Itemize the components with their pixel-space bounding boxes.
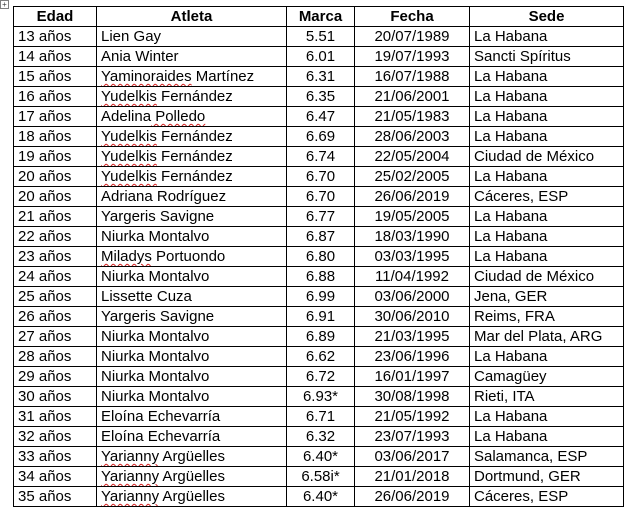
cell-atleta[interactable] <box>97 187 287 207</box>
athlete-last-name: Fernández <box>156 148 233 165</box>
table-row <box>14 87 624 107</box>
cell-fecha[interactable]: 21/05/1992 <box>355 407 470 427</box>
cell-fecha[interactable]: 21/05/1983 <box>355 107 470 127</box>
athlete-last-name: Montalvo <box>144 328 210 345</box>
cell-atleta[interactable] <box>97 447 287 467</box>
cell-marca[interactable]: 6.91 <box>287 307 355 327</box>
header-marca: Marca <box>287 7 355 27</box>
cell-sede[interactable]: Dortmund, GER <box>470 467 624 487</box>
cell-fecha[interactable]: 11/04/1992 <box>355 267 470 287</box>
table-row <box>14 407 624 427</box>
athlete-first-name: Yudelkis <box>101 88 157 105</box>
cell-sede[interactable]: La Habana <box>470 67 624 87</box>
athlete-first-name: Yarianny <box>101 488 160 505</box>
cell-sede[interactable]: Cáceres, ESP <box>470 487 624 507</box>
cell-marca[interactable]: 6.40* <box>287 447 355 467</box>
cell-sede[interactable]: Reims, FRA <box>470 307 624 327</box>
cell-edad[interactable]: 24 años <box>14 267 97 287</box>
cell-atleta[interactable] <box>97 467 287 487</box>
header-row <box>14 7 624 27</box>
cell-fecha[interactable]: 19/07/1993 <box>355 47 470 67</box>
cell-edad[interactable]: 33 años <box>14 447 97 467</box>
cell-sede[interactable]: La Habana <box>470 227 624 247</box>
cell-fecha[interactable]: 30/08/1998 <box>355 387 470 407</box>
cell-atleta[interactable] <box>97 487 287 507</box>
cell-marca[interactable]: 5.51 <box>287 27 355 47</box>
athlete-first-name: Miladys <box>101 248 152 265</box>
cell-edad[interactable]: 23 años <box>14 247 97 267</box>
athlete-last-name: Polledo <box>151 108 206 125</box>
cell-marca[interactable]: 6.47 <box>287 107 355 127</box>
athlete-first-name: Adelina <box>101 108 152 125</box>
cell-atleta[interactable] <box>97 267 287 287</box>
athlete-last-name: Montalvo <box>144 228 210 245</box>
athlete-last-name: Montalvo <box>144 268 210 285</box>
cell-atleta[interactable] <box>97 247 287 267</box>
table-row <box>14 27 624 47</box>
athlete-last-name: Fernández <box>156 128 233 145</box>
cell-atleta[interactable] <box>97 147 287 167</box>
cell-fecha[interactable]: 26/06/2019 <box>355 487 470 507</box>
athlete-first-name: Yargeris <box>101 208 156 225</box>
cell-sede[interactable]: La Habana <box>470 167 624 187</box>
athlete-last-name: Winter <box>131 48 179 65</box>
athlete-last-name: Martínez <box>191 68 255 85</box>
cell-marca[interactable]: 6.80 <box>287 247 355 267</box>
table-row <box>14 127 624 147</box>
athlete-last-name: Montalvo <box>144 368 210 385</box>
cell-edad[interactable]: 34 años <box>14 467 97 487</box>
cell-marca[interactable]: 6.31 <box>287 67 355 87</box>
table-row <box>14 347 624 367</box>
cell-marca[interactable]: 6.87 <box>287 227 355 247</box>
header-edad: Edad <box>14 7 97 27</box>
cell-sede[interactable]: La Habana <box>470 347 624 367</box>
cell-atleta[interactable] <box>97 347 287 367</box>
cell-sede[interactable]: La Habana <box>470 107 624 127</box>
athlete-last-name: Rodríguez <box>152 188 227 205</box>
cell-marca[interactable]: 6.62 <box>287 347 355 367</box>
athlete-first-name: Yudelkis <box>101 168 157 185</box>
cell-edad[interactable]: 22 años <box>14 227 97 247</box>
athlete-first-name: Eloína <box>101 408 144 425</box>
athlete-first-name: Niurka <box>101 388 145 405</box>
cell-edad[interactable]: 17 años <box>14 107 97 127</box>
table-row <box>14 207 624 227</box>
header-fecha: Fecha <box>355 7 470 27</box>
cell-fecha[interactable]: 21/01/2018 <box>355 467 470 487</box>
table-row <box>14 147 624 167</box>
cell-marca[interactable]: 6.01 <box>287 47 355 67</box>
cell-fecha[interactable]: 25/02/2005 <box>355 167 470 187</box>
cell-edad[interactable]: 21 años <box>14 207 97 227</box>
table-row <box>14 47 624 67</box>
cell-fecha[interactable]: 23/07/1993 <box>355 427 470 447</box>
cell-fecha[interactable]: 16/01/1997 <box>355 367 470 387</box>
cell-sede[interactable]: Ciudad de México <box>470 147 624 167</box>
cell-marca[interactable]: 6.70 <box>287 187 355 207</box>
cell-sede[interactable]: La Habana <box>470 127 624 147</box>
table-row <box>14 107 624 127</box>
athlete-last-name: Echevarría <box>143 428 221 445</box>
cell-sede[interactable]: La Habana <box>470 407 624 427</box>
cell-atleta[interactable] <box>97 27 287 47</box>
athlete-first-name: Yarianny <box>101 448 160 465</box>
cell-marca[interactable]: 6.99 <box>287 287 355 307</box>
cell-sede[interactable]: Ciudad de México <box>470 267 624 287</box>
cell-marca[interactable]: 6.69 <box>287 127 355 147</box>
cell-atleta[interactable] <box>97 307 287 327</box>
cell-edad[interactable]: 16 años <box>14 87 97 107</box>
cell-fecha[interactable]: 16/07/1988 <box>355 67 470 87</box>
cell-fecha[interactable]: 20/07/1989 <box>355 27 470 47</box>
athlete-last-name: Argüelles <box>159 448 225 465</box>
athlete-first-name: Yargeris <box>101 308 156 325</box>
athlete-first-name: Lien <box>101 28 130 45</box>
athlete-first-name: Yudelkis <box>101 148 157 165</box>
cell-atleta[interactable] <box>97 427 287 447</box>
cell-marca[interactable]: 6.35 <box>287 87 355 107</box>
cell-atleta[interactable] <box>97 107 287 127</box>
table-row <box>14 307 624 327</box>
cell-fecha[interactable]: 26/06/2019 <box>355 187 470 207</box>
table-row <box>14 487 624 507</box>
cell-marca[interactable]: 6.32 <box>287 427 355 447</box>
athlete-first-name: Yarianny <box>101 468 160 485</box>
table-row <box>14 267 624 287</box>
cell-edad[interactable]: 35 años <box>14 487 97 507</box>
cell-edad[interactable]: 14 años <box>14 47 97 67</box>
cell-edad[interactable]: 13 años <box>14 27 97 47</box>
athlete-last-name: Montalvo <box>144 348 210 365</box>
table-row <box>14 387 624 407</box>
cell-sede[interactable]: La Habana <box>470 427 624 447</box>
cell-sede[interactable]: Mar del Plata, ARG <box>470 327 624 347</box>
cell-sede[interactable]: Rieti, ITA <box>470 387 624 407</box>
cell-atleta[interactable] <box>97 67 287 87</box>
athlete-last-name: Argüelles <box>159 468 225 485</box>
cell-fecha[interactable]: 22/05/2004 <box>355 147 470 167</box>
table-row <box>14 167 624 187</box>
cell-atleta[interactable] <box>97 407 287 427</box>
cell-marca[interactable]: 6.74 <box>287 147 355 167</box>
cell-marca[interactable]: 6.72 <box>287 367 355 387</box>
cell-sede[interactable]: Jena, GER <box>470 287 624 307</box>
athlete-first-name: Niurka <box>101 268 145 285</box>
cell-marca[interactable]: 6.93* <box>287 387 355 407</box>
cell-atleta[interactable] <box>97 167 287 187</box>
athlete-last-name: Fernández <box>156 168 233 185</box>
cell-fecha[interactable]: 19/05/2005 <box>355 207 470 227</box>
cell-edad[interactable]: 31 años <box>14 407 97 427</box>
cell-atleta[interactable] <box>97 47 287 67</box>
cell-fecha[interactable]: 21/06/2001 <box>355 87 470 107</box>
cell-atleta[interactable] <box>97 387 287 407</box>
header-sede: Sede <box>470 7 624 27</box>
athlete-first-name: Yaminoraides <box>101 68 192 85</box>
athlete-last-name: Argüelles <box>159 488 225 505</box>
cell-marca[interactable]: 6.71 <box>287 407 355 427</box>
athlete-first-name: Lissette <box>101 288 153 305</box>
header-atleta: Atleta <box>97 7 287 27</box>
cell-atleta[interactable] <box>97 227 287 247</box>
cell-fecha[interactable]: 03/06/2000 <box>355 287 470 307</box>
cell-edad[interactable]: 30 años <box>14 387 97 407</box>
cell-edad[interactable]: 32 años <box>14 427 97 447</box>
athlete-last-name: Montalvo <box>144 388 210 405</box>
athlete-first-name: Niurka <box>101 228 145 245</box>
cell-marca[interactable]: 6.88 <box>287 267 355 287</box>
cell-fecha[interactable]: 03/06/2017 <box>355 447 470 467</box>
cell-fecha[interactable]: 03/03/1995 <box>355 247 470 267</box>
athlete-last-name: Echevarría <box>143 408 221 425</box>
cell-marca[interactable]: 6.40* <box>287 487 355 507</box>
cell-edad[interactable]: 25 años <box>14 287 97 307</box>
table-row <box>14 467 624 487</box>
cell-edad[interactable]: 20 años <box>14 187 97 207</box>
cell-marca[interactable]: 6.58i* <box>287 467 355 487</box>
cell-atleta[interactable] <box>97 367 287 387</box>
table-move-handle[interactable]: + <box>0 0 9 9</box>
athlete-last-name: Savigne <box>155 308 215 325</box>
athlete-last-name: Gay <box>129 28 162 45</box>
cell-sede[interactable]: La Habana <box>470 247 624 267</box>
cell-sede[interactable]: Cáceres, ESP <box>470 187 624 207</box>
cell-edad[interactable]: 20 años <box>14 167 97 187</box>
cell-sede[interactable]: La Habana <box>470 207 624 227</box>
cell-edad[interactable]: 18 años <box>14 127 97 147</box>
cell-sede[interactable]: La Habana <box>470 87 624 107</box>
cell-edad[interactable]: 19 años <box>14 147 97 167</box>
cell-atleta[interactable] <box>97 327 287 347</box>
athlete-first-name: Eloína <box>101 428 144 445</box>
cell-fecha[interactable]: 21/03/1995 <box>355 327 470 347</box>
cell-marca[interactable]: 6.89 <box>287 327 355 347</box>
table-row <box>14 287 624 307</box>
cell-sede[interactable]: Camagüey <box>470 367 624 387</box>
cell-sede[interactable]: La Habana <box>470 27 624 47</box>
records-table <box>13 6 624 507</box>
table-row <box>14 187 624 207</box>
athlete-last-name: Portuondo <box>151 248 226 265</box>
athlete-last-name: Fernández <box>156 88 233 105</box>
athlete-first-name: Adriana <box>101 188 153 205</box>
cell-sede[interactable]: Sancti Spíritus <box>470 47 624 67</box>
table-row <box>14 447 624 467</box>
athlete-first-name: Niurka <box>101 368 145 385</box>
table-row <box>14 227 624 247</box>
athlete-first-name: Niurka <box>101 328 145 345</box>
cell-atleta[interactable] <box>97 127 287 147</box>
cell-atleta[interactable] <box>97 87 287 107</box>
cell-fecha[interactable]: 28/06/2003 <box>355 127 470 147</box>
cell-edad[interactable]: 28 años <box>14 347 97 367</box>
table-row <box>14 327 624 347</box>
athlete-first-name: Niurka <box>101 348 145 365</box>
cell-edad[interactable]: 27 años <box>14 327 97 347</box>
cell-edad[interactable]: 26 años <box>14 307 97 327</box>
table-row <box>14 427 624 447</box>
cell-marca[interactable]: 6.77 <box>287 207 355 227</box>
cell-atleta[interactable] <box>97 287 287 307</box>
table-row <box>14 247 624 267</box>
athlete-last-name: Savigne <box>155 208 215 225</box>
athlete-last-name: Cuza <box>152 288 192 305</box>
cell-edad[interactable]: 29 años <box>14 367 97 387</box>
cell-sede[interactable]: Salamanca, ESP <box>470 447 624 467</box>
athlete-first-name: Ania <box>101 48 132 65</box>
athlete-first-name: Yudelkis <box>101 128 157 145</box>
cell-fecha[interactable]: 30/06/2010 <box>355 307 470 327</box>
cell-fecha[interactable]: 18/03/1990 <box>355 227 470 247</box>
table-row <box>14 67 624 87</box>
cell-marca[interactable]: 6.70 <box>287 167 355 187</box>
cell-atleta[interactable] <box>97 207 287 227</box>
table-row <box>14 367 624 387</box>
cell-edad[interactable]: 15 años <box>14 67 97 87</box>
cell-fecha[interactable]: 23/06/1996 <box>355 347 470 367</box>
